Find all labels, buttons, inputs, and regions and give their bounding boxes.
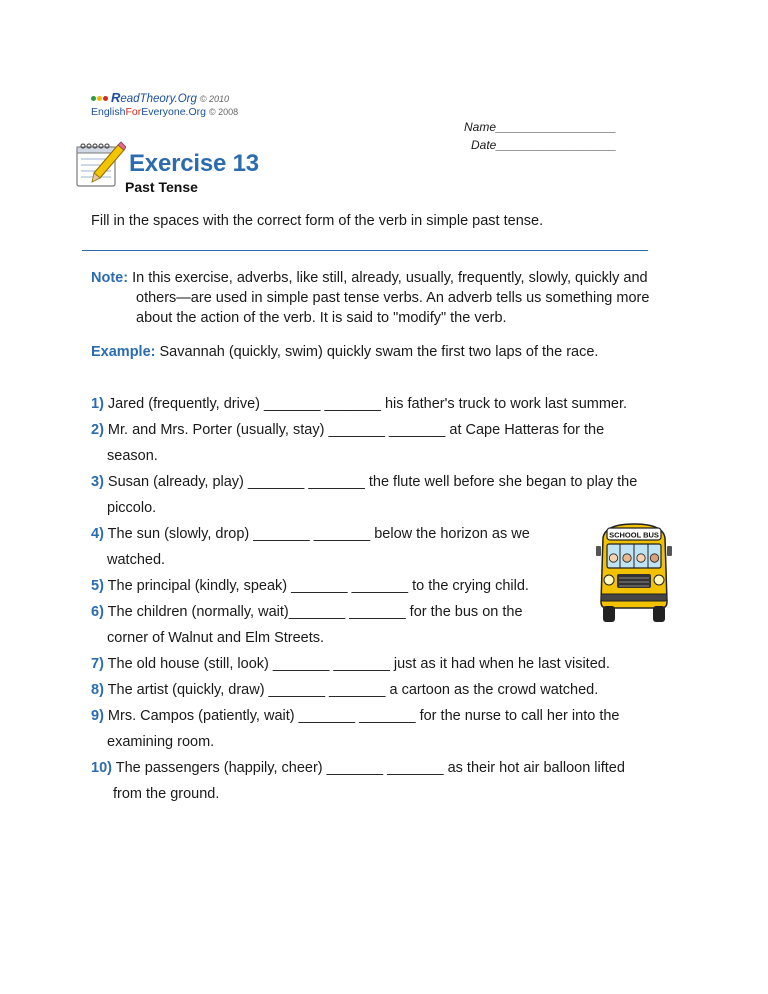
efe-part3: Everyone.Org — [141, 106, 206, 118]
question-number: 6) — [91, 604, 104, 620]
page-title: Exercise 13 — [129, 150, 259, 177]
question-number: 10) — [91, 760, 112, 776]
date-field: Date__________________ — [471, 138, 617, 152]
question-text-continued: watched. — [107, 552, 166, 568]
question-10 — [91, 755, 691, 807]
englishforeveryone-logo — [91, 106, 238, 118]
bus-sign-text: SCHOOL BUS — [609, 530, 659, 540]
question-text: The principal (kindly, speak) _______ _______ to the crying child. — [103, 578, 529, 594]
question-1 — [91, 391, 691, 417]
question-text: The passengers (happily, cheer) _______ _______ as their hot air balloon lifted — [111, 760, 625, 776]
question-text: The old house (still, look) _______ _______ just as it had when he last visited. — [103, 656, 610, 672]
readtheory-copyright: © 2010 — [199, 94, 230, 104]
question-number: 5) — [91, 578, 104, 594]
readtheory-logo — [91, 90, 229, 105]
question-2 — [91, 417, 691, 469]
note-label: Note: — [91, 270, 129, 286]
question-text: The children (normally, wait)_______ _______ for the bus on the — [103, 604, 523, 620]
question-text: Mrs. Campos (patiently, wait) _______ _______ for the nurse to call her into the — [103, 708, 620, 724]
readtheory-initial: R — [111, 90, 121, 105]
example-text: Savannah (quickly, swim) quickly swam the first two laps of the race. — [155, 344, 599, 360]
question-text: Susan (already, play) _______ _______ the flute well before she began to play the — [103, 474, 638, 490]
school-bus-icon — [593, 516, 675, 626]
question-number: 4) — [91, 526, 104, 542]
note-text-line1: In this exercise, adverbs, like still, already, usually, frequently, slowly, quickly and — [128, 270, 648, 286]
question-text: The sun (slowly, drop) _______ _______ below the horizon as we — [103, 526, 530, 542]
question-8 — [91, 677, 691, 703]
traffic-dots-icon — [91, 93, 109, 105]
question-text-continued: from the ground. — [113, 786, 220, 802]
note-text-line2: others—are used in simple past tense verbs. An adverb tells us something more — [136, 290, 650, 306]
question-7 — [91, 651, 691, 677]
note-block — [91, 268, 691, 328]
page-subtitle: Past Tense — [125, 179, 198, 195]
efe-part1: English — [91, 106, 126, 118]
question-9 — [91, 703, 691, 755]
instructions: Fill in the spaces with the correct form of the verb in simple past tense. — [91, 213, 544, 229]
readtheory-name: eadTheory.Org — [120, 93, 197, 105]
example-sentence — [91, 344, 598, 360]
efe-part2: For — [125, 106, 142, 118]
question-text-continued: season. — [107, 448, 158, 464]
question-3 — [91, 469, 691, 521]
question-number: 1) — [91, 396, 104, 412]
question-text-continued: piccolo. — [107, 500, 157, 516]
question-text-continued: examining room. — [107, 734, 215, 750]
question-text: The artist (quickly, draw) _______ _______ a cartoon as the crowd watched. — [103, 682, 599, 698]
question-text: Mr. and Mrs. Porter (usually, stay) _______ _______ at Cape Hatteras for the — [103, 422, 605, 438]
name-field: Name__________________ — [464, 120, 617, 134]
question-number: 9) — [91, 708, 104, 724]
question-number: 3) — [91, 474, 104, 490]
question-number: 2) — [91, 422, 104, 438]
efe-copyright: © 2008 — [208, 107, 239, 117]
question-number: 8) — [91, 682, 104, 698]
note-text-line3: about the action of the verb. It is said to "modify" the verb. — [136, 310, 507, 326]
example-label: Example: — [91, 344, 156, 360]
question-text-continued: corner of Walnut and Elm Streets. — [107, 630, 325, 646]
question-text: Jared (frequently, drive) _______ _______ his father's truck to work last summer. — [103, 396, 628, 412]
notepad-pencil-icon — [74, 141, 126, 189]
divider — [82, 250, 648, 251]
question-number: 7) — [91, 656, 104, 672]
